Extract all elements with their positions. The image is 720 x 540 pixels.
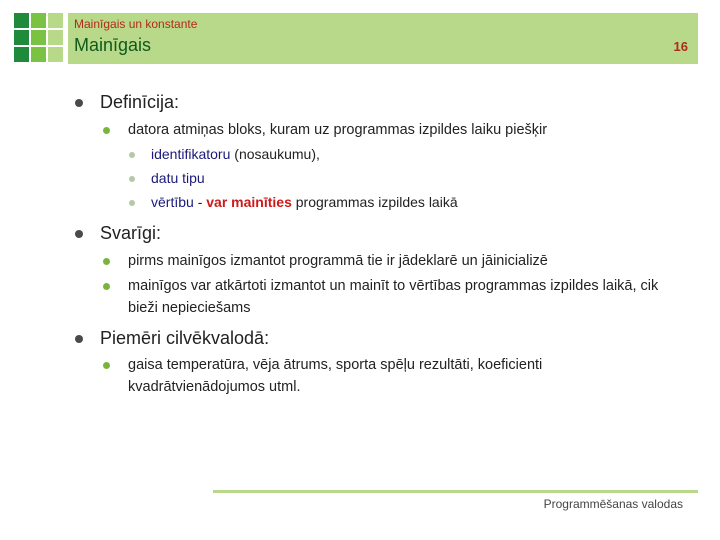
term: identifikatoru (151, 146, 231, 162)
bullet-definition (100, 92, 179, 113)
logo-square (14, 13, 29, 28)
bullet-icon (75, 335, 83, 343)
heading: Piemēri cilvēkvalodā: (100, 328, 270, 348)
slide-title: Mainīgais (74, 35, 152, 55)
separator: - (193, 194, 207, 210)
sub-bullet (151, 170, 205, 186)
highlight: var mainīties (206, 194, 292, 210)
bullet-icon (129, 200, 135, 206)
text: gaisa temperatūra, vēja ātrums, sporta spēļu rezultāti, koeficienti kvadrātvienādojumos utml. (128, 357, 543, 395)
text: datora atmiņas bloks, kuram uz programmas izpildes laiku piešķir (128, 122, 548, 138)
text: (nosaukumu), (230, 146, 320, 162)
logo-square (48, 47, 63, 62)
logo-square (31, 47, 46, 62)
header-banner (68, 13, 698, 64)
text: mainīgos var atkārtoti izmantot un mainīt to vērtības programmas izpildes laikā, cik bieži nepieciešams (128, 278, 659, 316)
logo-square (48, 30, 63, 45)
bullet-icon (103, 362, 110, 369)
list-item (128, 275, 688, 319)
bullet-icon (103, 283, 110, 290)
bullet-icon (103, 127, 110, 134)
slide-number: 16 (673, 39, 688, 54)
sub-bullet (151, 194, 458, 210)
logo-square (31, 30, 46, 45)
term: datu tipu (151, 170, 205, 186)
bullet-important (100, 223, 161, 244)
footer-text: Programmēšanas valodas (543, 497, 683, 511)
bullet-definition-text (128, 119, 547, 141)
bullet-icon (129, 176, 135, 182)
heading: Svarīgi: (100, 223, 162, 243)
bullet-icon (103, 258, 110, 265)
footer-divider (213, 490, 698, 493)
heading: Definīcija: (100, 92, 180, 112)
bullet-icon (129, 152, 135, 158)
bullet-icon (75, 230, 83, 238)
slide-subtitle: Mainīgais un konstante (74, 17, 198, 31)
logo-square (48, 13, 63, 28)
logo-square (14, 30, 29, 45)
logo-square (31, 13, 46, 28)
bullet-examples (100, 328, 269, 349)
text: programmas izpildes laikā (291, 194, 458, 210)
term: vērtību (151, 194, 194, 210)
logo-square (14, 47, 29, 62)
bullet-icon (75, 99, 83, 107)
sub-bullet (151, 146, 320, 162)
list-item (128, 354, 628, 398)
text: pirms mainīgos izmantot programmā tie ir jādeklarē un jāinicializē (128, 253, 548, 269)
list-item (128, 250, 688, 272)
